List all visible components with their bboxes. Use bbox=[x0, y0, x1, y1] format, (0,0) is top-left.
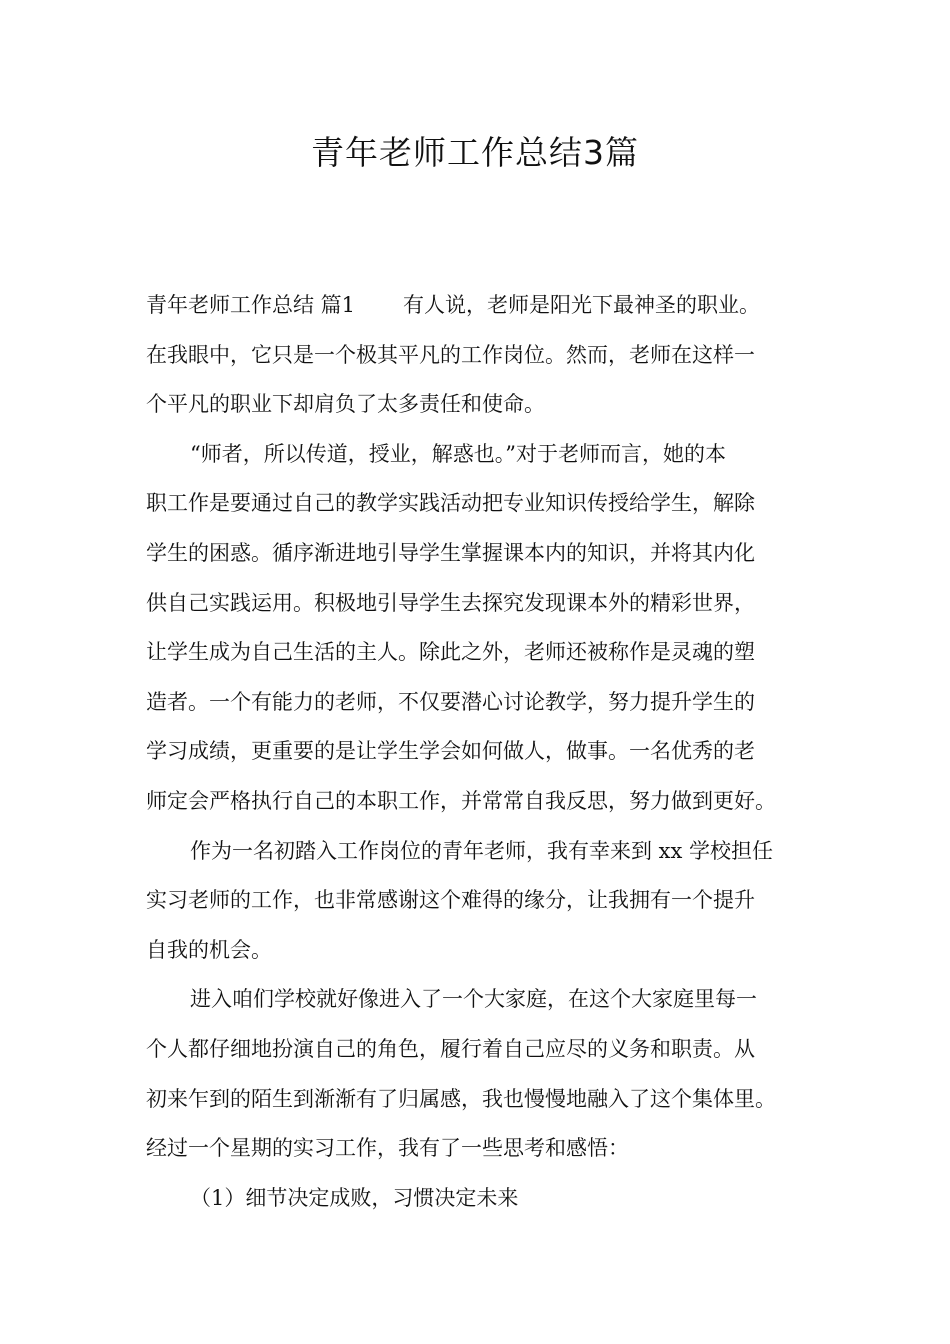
paragraph-line: 进入咱们学校就好像进入了一个大家庭，在这个大家庭里每一 bbox=[190, 987, 757, 1012]
document-body bbox=[146, 281, 826, 1223]
paragraph-line: 职工作是要通过自己的教学实践活动把专业知识传授给学生，解除 bbox=[146, 491, 755, 516]
paragraph-line: 个人都仔细地扮演自己的角色，履行着自己应尽的义务和职责。从 bbox=[146, 1036, 755, 1061]
paragraph-line: “师者，所以传道，授业，解惑也。”对于老师而言，她的本 bbox=[190, 441, 726, 466]
paragraph-line: 师定会严格执行自己的本职工作，并常常自我反思，努力做到更好。 bbox=[146, 788, 776, 813]
document-title: 青年老师工作总结3篇 bbox=[311, 133, 639, 172]
paragraph-line: 初来乍到的陌生到渐渐有了归属感，我也慢慢地融入了这个集体里。 bbox=[146, 1086, 776, 1111]
paragraph-line: 学生的困惑。循序渐进地引导学生掌握课本内的知识，并将其内化 bbox=[146, 540, 755, 565]
paragraph-line: 经过一个星期的实习工作，我有了一些思考和感悟： bbox=[146, 1136, 629, 1161]
paragraph-line: 学习成绩，更重要的是让学生学会如何做人，做事。一名优秀的老 bbox=[146, 739, 755, 764]
paragraph-line: 自我的机会。 bbox=[146, 937, 272, 962]
paragraph-line bbox=[146, 281, 826, 331]
paragraph-line: 供自己实践运用。积极地引导学生去探究发现课本外的精彩世界， bbox=[146, 590, 755, 615]
paragraph-line: 让学生成为自己生活的主人。除此之外，老师还被称作是灵魂的塑 bbox=[146, 640, 755, 665]
paragraph-line: 作为一名初踏入工作岗位的青年老师，我有幸来到 xx 学校担任 bbox=[190, 838, 774, 863]
paragraph-line: 个平凡的职业下却肩负了太多责任和使命。 bbox=[146, 392, 545, 417]
list-item-heading: （1）细节决定成败，习惯决定未来 bbox=[190, 1185, 519, 1210]
paragraph-line: 造者。一个有能力的老师，不仅要潜心讨论教学，努力提升学生的 bbox=[146, 689, 755, 714]
section-heading: 青年老师工作总结 篇1 bbox=[146, 293, 356, 317]
paragraph-line: 在我眼中，它只是一个极其平凡的工作岗位。然而，老师在这样一 bbox=[146, 342, 755, 367]
paragraph-line: 实习老师的工作，也非常感谢这个难得的缘分，让我拥有一个提升 bbox=[146, 888, 755, 913]
paragraph-text: 有人说，老师是阳光下最神圣的职业。 bbox=[403, 293, 761, 317]
